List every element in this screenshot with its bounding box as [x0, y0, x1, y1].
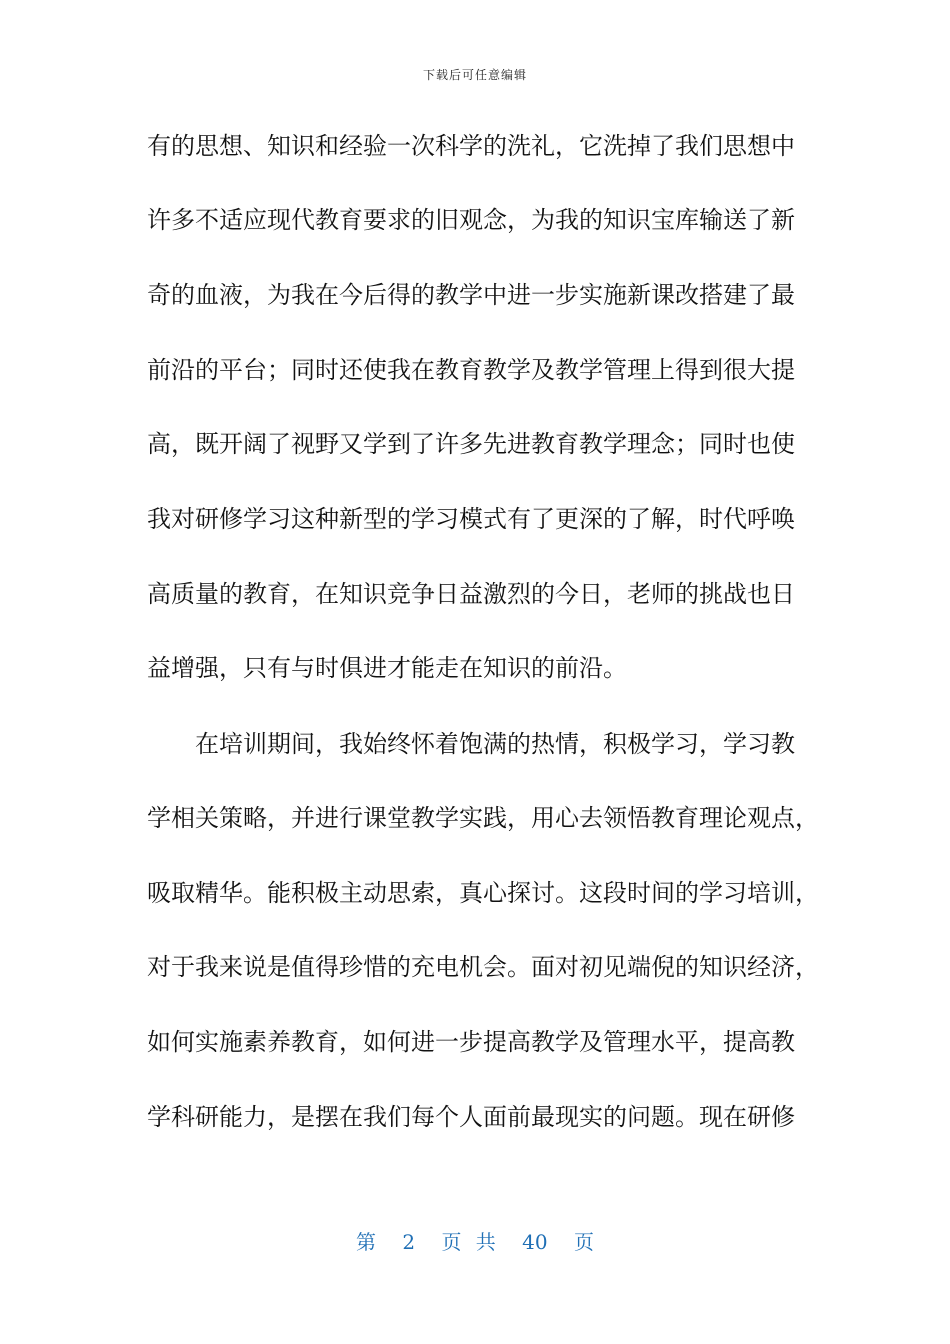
footer-prefix: 第 — [356, 1230, 376, 1254]
text-line: 对于我来说是值得珍惜的充电机会。面对初见端倪的知识经济， — [147, 953, 819, 981]
text-line: 吸取精华。能积极主动思索，真心探讨。这段时间的学习培训， — [147, 879, 819, 907]
text-line: 许多不适应现代教育要求的旧观念，为我的知识宝库输送了新 — [147, 206, 795, 234]
text-line: 前沿的平台；同时还使我在教育教学及教学管理上得到很大提 — [147, 356, 795, 384]
text-line: 有的思想、知识和经验一次科学的洗礼，它洗掉了我们思想中 — [147, 132, 795, 160]
page-footer — [0, 1226, 950, 1255]
footer-mid: 页 共 — [441, 1230, 496, 1254]
text-line: 学科研能力，是摆在我们每个人面前最现实的问题。现在研修 — [147, 1103, 795, 1131]
current-page-number: 2 — [402, 1230, 416, 1254]
text-line: 学相关策略，并进行课堂教学实践，用心去领悟教育理论观点， — [147, 804, 819, 832]
footer-suffix: 页 — [573, 1230, 594, 1254]
text-line: 高质量的教育，在知识竞争日益激烈的今日，老师的挑战也日 — [147, 580, 795, 608]
text-line: 高，既开阔了视野又学到了许多先进教育教学理念；同时也使 — [147, 430, 795, 458]
text-line: 奇的血液，为我在今后得的教学中进一步实施新课改搭建了最 — [147, 281, 795, 309]
text-line: 我对研修学习这种新型的学习模式有了更深的了解，时代呼唤 — [147, 505, 795, 533]
page-header: 下载后可任意编辑 — [422, 68, 527, 82]
text-line: 益增强，只有与时俱进才能走在知识的前沿。 — [147, 654, 627, 682]
total-page-number: 40 — [522, 1230, 548, 1254]
text-line: 在培训期间，我始终怀着饱满的热情，积极学习，学习教 — [147, 730, 795, 758]
text-line: 如何实施素养教育，如何进一步提高教学及管理水平，提高教 — [147, 1028, 795, 1056]
